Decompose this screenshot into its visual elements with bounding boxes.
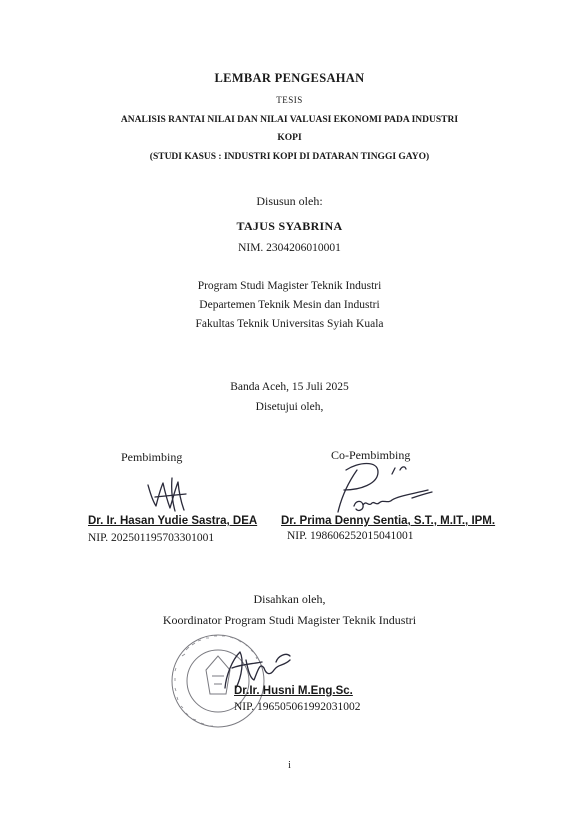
page-title: LEMBAR PENGESAHAN [214,71,365,85]
coordinator-name: Dr.Ir. Husni M.Eng.Sc. [234,685,353,697]
co-supervisor-signature [338,464,432,513]
co-supervisor-role-label: Co-Pembimbing [331,448,411,462]
supervisor-name: Dr. Ir. Hasan Yudie Sastra, DEA [88,515,258,527]
author-label: Disusun oleh: [256,194,323,208]
supervisor-role-label: Pembimbing [121,450,183,464]
study-program: Program Studi Magister Teknik Industri [197,280,382,292]
co-supervisor-name: Dr. Prima Denny Sentia, S.T., M.IT., IPM. [281,515,496,527]
ratified-by-label: Disahkan oleh, [253,592,326,606]
author-name: TAJUS SYABRINA [236,219,343,233]
thesis-title-line-1: ANALISIS RANTAI NILAI DAN NILAI VALUASI EKONOMI PADA INDUSTRI [120,115,459,125]
page-number: i [288,760,291,771]
author-nim: NIM. 2304206010001 [238,242,341,254]
coordinator-role: Koordinator Program Studi Magister Teknik Industri [162,613,417,627]
place-date: Banda Aceh, 15 Juli 2025 [230,381,349,393]
department: Departemen Teknik Mesin dan Industri [199,299,380,311]
supervisor-nip: NIP. 202501195703301001 [88,532,215,544]
faculty: Fakultas Teknik Universitas Syiah Kuala [195,318,384,330]
approved-by-label: Disetujui oleh, [255,401,324,413]
document-type: TESIS [276,95,303,105]
thesis-title-line-2: KOPI [277,133,302,143]
supervisor-signature [148,478,186,511]
university-stamp [172,635,264,727]
thesis-title-line-3: (STUDI KASUS : INDUSTRI KOPI DI DATARAN TINGGI GAYO) [149,152,430,162]
coordinator-nip: NIP. 196505061992031002 [234,701,361,713]
co-supervisor-nip: NIP. 198606252015041001 [287,530,414,542]
